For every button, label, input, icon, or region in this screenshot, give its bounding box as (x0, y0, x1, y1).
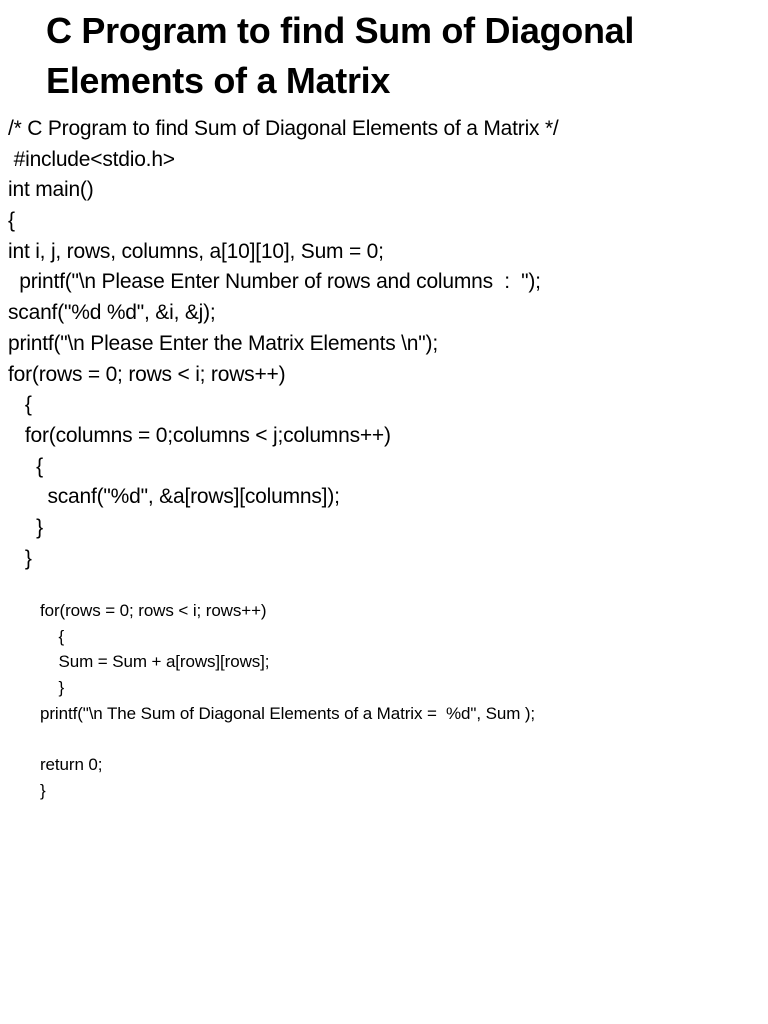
code-line: Sum = Sum + a[rows][rows]; (40, 652, 270, 672)
code-line: printf("\n The Sum of Diagonal Elements of a Matrix = %d", Sum ); (40, 703, 536, 723)
code-block-secondary (40, 598, 740, 804)
title-line: Elements of a Matrix (46, 60, 391, 101)
code-line: /* C Program to find Sum of Diagonal Elements of a Matrix */ (8, 117, 559, 140)
code-line: int i, j, rows, columns, a[10][10], Sum = 0; (8, 239, 384, 263)
code-line: return 0; (40, 755, 103, 775)
code-line: scanf("%d %d", &i, &j); (8, 301, 216, 325)
code-line: scanf("%d", &a[rows][columns]); (8, 485, 340, 509)
code-line: } (40, 678, 65, 698)
code-line: for(columns = 0;columns < j;columns++) (8, 423, 391, 447)
code-line: { (8, 454, 43, 478)
code-line (40, 726, 740, 752)
code-line: #include<stdio.h> (8, 147, 175, 171)
code-line: { (8, 393, 32, 417)
code-line: { (40, 626, 65, 646)
code-line: } (8, 515, 43, 539)
code-line: } (40, 780, 46, 800)
code-block-main (8, 114, 760, 574)
slide-title (46, 6, 746, 106)
code-line: int main() (8, 178, 94, 202)
title-line: C Program to find Sum of Diagonal (46, 10, 635, 51)
code-line: printf("\n Please Enter Number of rows and columns : "); (8, 270, 541, 294)
code-line: for(rows = 0; rows < i; rows++) (40, 601, 267, 620)
code-line: { (8, 209, 15, 233)
code-line: for(rows = 0; rows < i; rows++) (8, 362, 286, 386)
code-line: printf("\n Please Enter the Matrix Elements \n"); (8, 331, 438, 355)
code-line: } (8, 546, 32, 570)
